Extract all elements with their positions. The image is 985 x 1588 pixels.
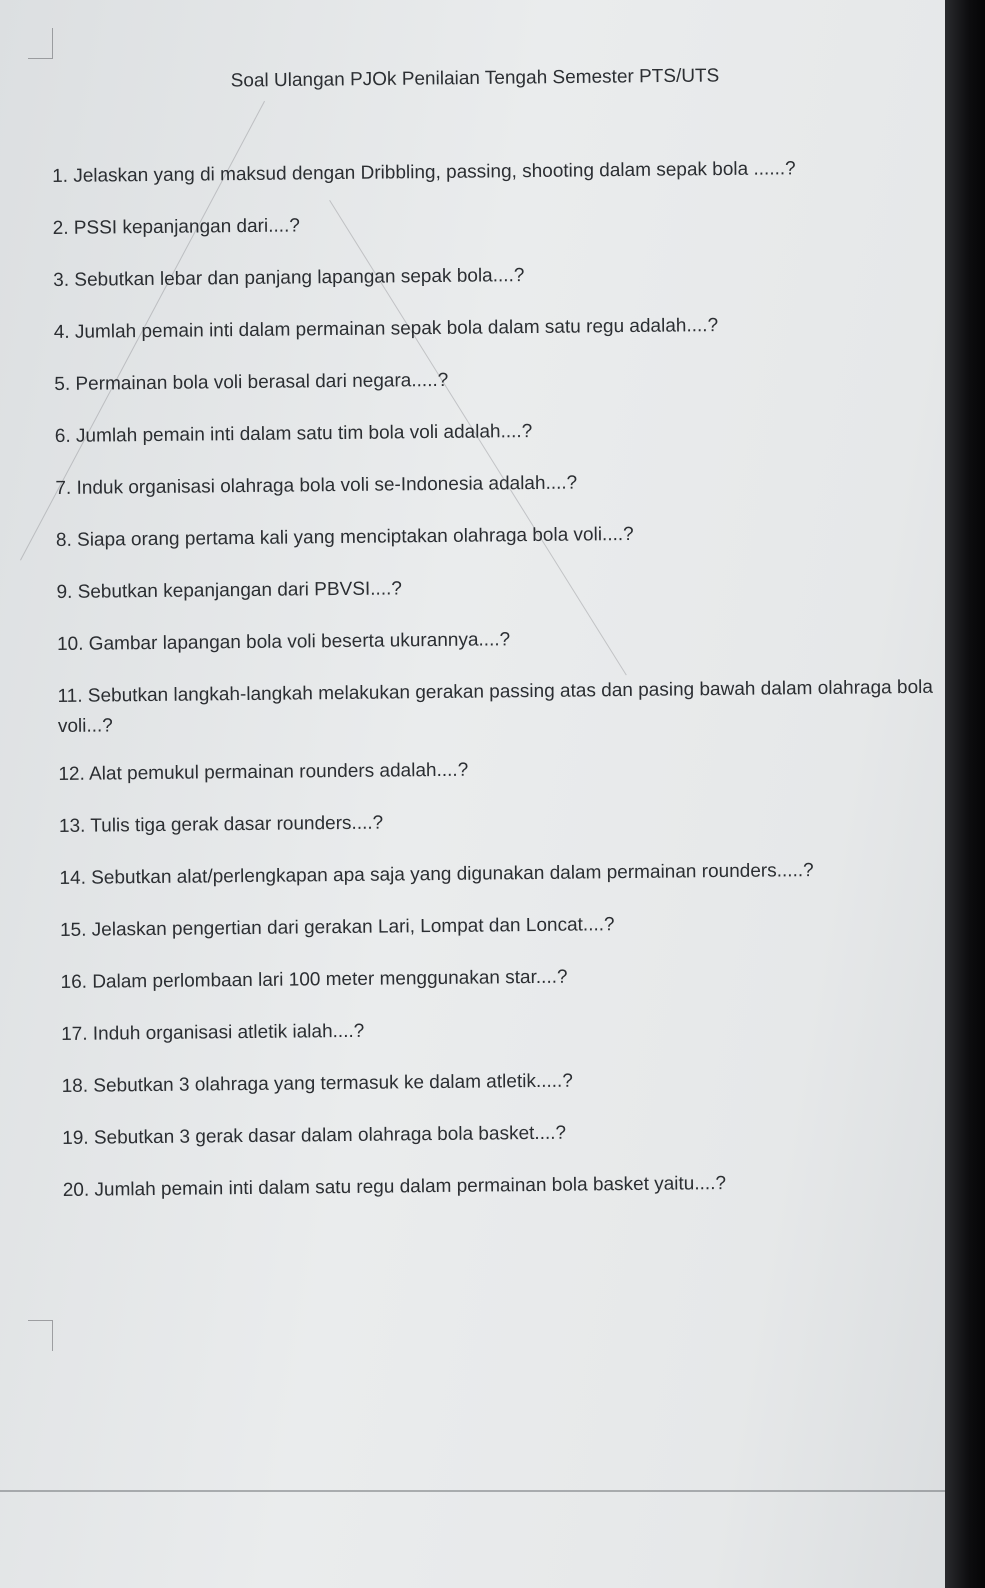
question-item: 17. Induh organisasi atletik ialah....? bbox=[61, 1020, 365, 1045]
question-list bbox=[52, 153, 943, 1228]
question-item: 4. Jumlah pemain inti dalam permainan sepak bola dalam satu regu adalah....? bbox=[53, 315, 719, 343]
device-bezel bbox=[945, 0, 985, 1588]
question-item: 9. Sebutkan kepanjangan dari PBVSI....? bbox=[56, 578, 403, 603]
question-item: 6. Jumlah pemain inti dalam satu tim bola voli adalah....? bbox=[54, 420, 533, 447]
question-item: 10. Gambar lapangan bola voli beserta ukurannya....? bbox=[56, 629, 511, 655]
question-item: 7. Induk organisasi olahraga bola voli se-Indonesia adalah....? bbox=[55, 472, 578, 499]
corner-fold-mark bbox=[28, 28, 53, 59]
question-item: 13. Tulis tiga gerak dasar rounders....? bbox=[58, 812, 384, 837]
corner-fold-mark bbox=[28, 1320, 53, 1351]
question-item: 2. PSSI kepanjangan dari....? bbox=[52, 215, 300, 239]
question-item: 12. Alat pemukul permainan rounders adalah....? bbox=[58, 759, 469, 785]
question-item: 1. Jelaskan yang di maksud dengan Dribbling, passing, shooting dalam sepak bola ......? bbox=[52, 158, 796, 187]
question-item: 18. Sebutkan 3 olahraga yang termasuk ke dalam atletik.....? bbox=[61, 1070, 573, 1097]
paper-fold-line bbox=[0, 1490, 950, 1492]
question-item: 14. Sebutkan alat/perlengkapan apa saja yang digunakan dalam permainan rounders.....? bbox=[59, 860, 814, 889]
question-item: 20. Jumlah pemain inti dalam satu regu dalam permainan bola basket yaitu....? bbox=[62, 1172, 727, 1201]
question-item: 11. Sebutkan langkah-langkah melakukan gerakan passing atas dan pasing bawah dalam olahraga bola voli...? bbox=[57, 676, 933, 737]
question-item: 15. Jelaskan pengertian dari gerakan Lari, Lompat dan Loncat....? bbox=[59, 914, 615, 941]
question-item: 5. Permainan bola voli berasal dari negara.....? bbox=[54, 369, 449, 395]
question-item: 3. Sebutkan lebar dan panjang lapangan sepak bola....? bbox=[53, 265, 525, 291]
document-title: Soal Ulangan PJOk Penilaian Tengah Semester PTS/UTS bbox=[230, 65, 720, 92]
question-item: 8. Siapa orang pertama kali yang menciptakan olahraga bola voli....? bbox=[55, 523, 634, 551]
question-item: 19. Sebutkan 3 gerak dasar dalam olahraga bola basket....? bbox=[62, 1122, 567, 1149]
question-item: 16. Dalam perlombaan lari 100 meter menggunakan star....? bbox=[60, 966, 568, 993]
